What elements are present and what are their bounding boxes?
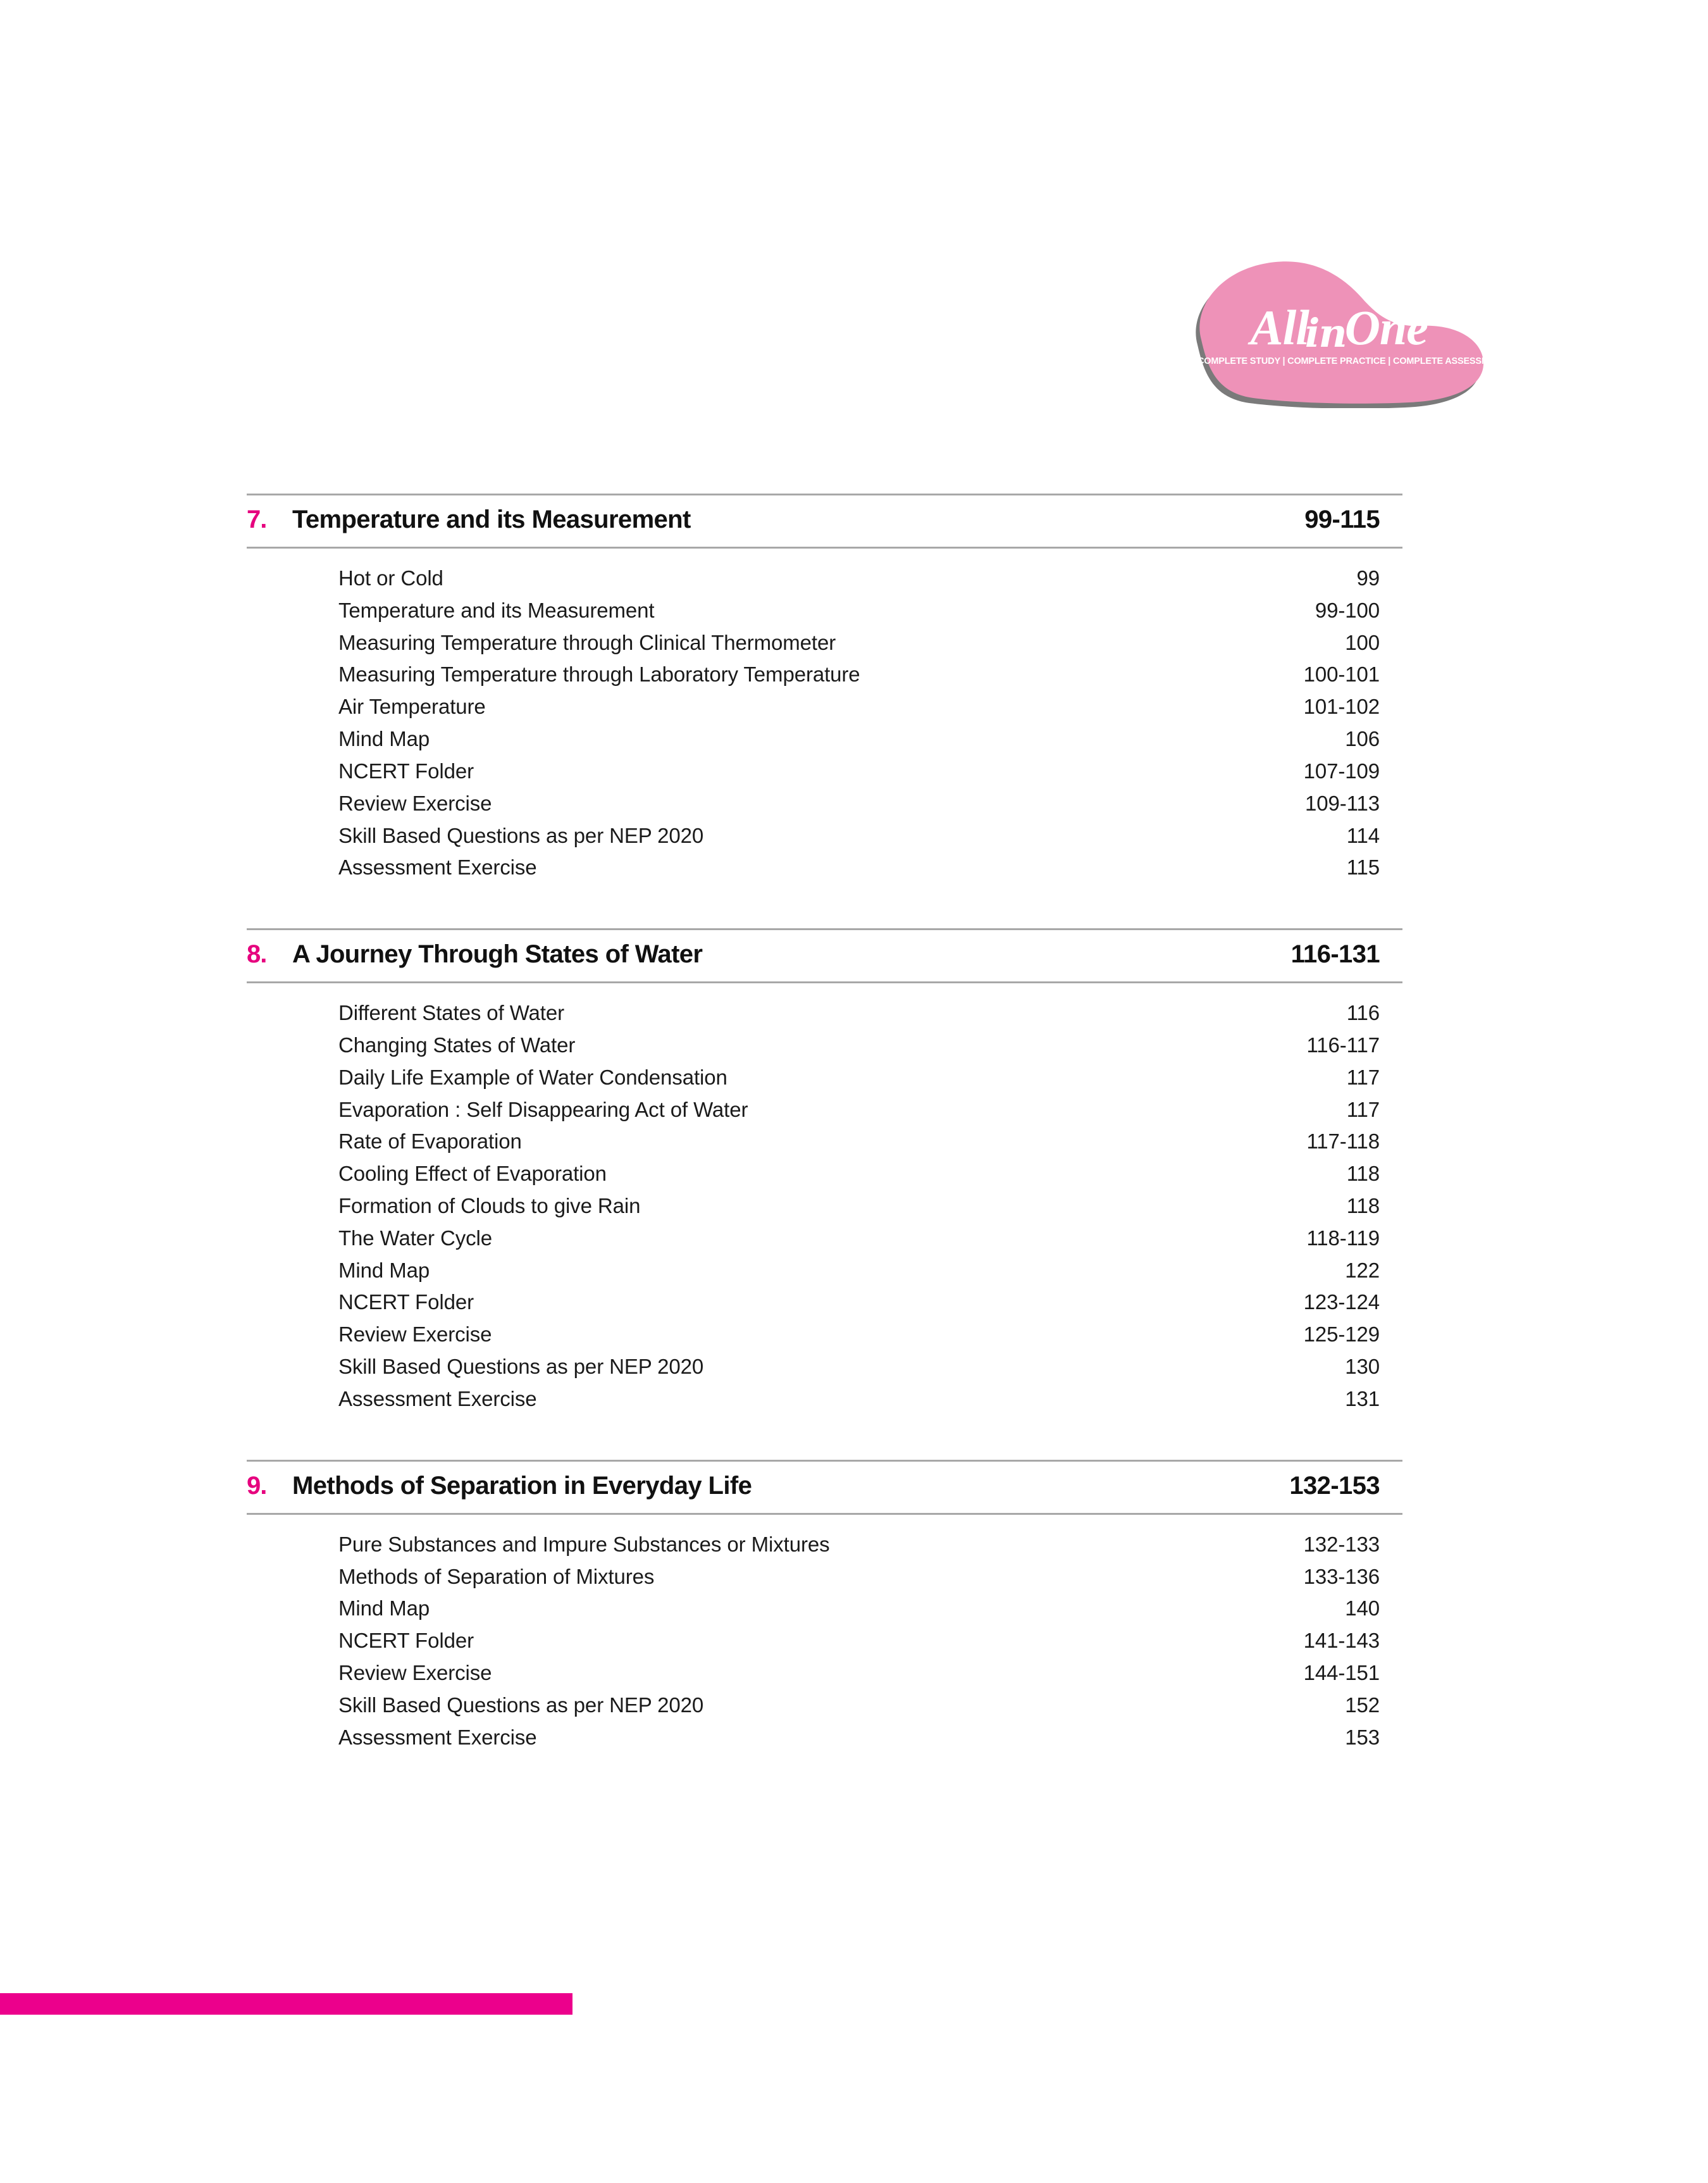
topic-label: Mind Map [338, 727, 430, 751]
topic-row[interactable] [247, 997, 1402, 1029]
logo-word-one: One [1344, 300, 1428, 355]
topic-page-number: 132-133 [1303, 1532, 1380, 1556]
topic-label: Measuring Temperature through Clinical Thermometer [338, 630, 836, 654]
topic-row[interactable] [247, 627, 1402, 659]
topic-row[interactable] [247, 1319, 1402, 1351]
topic-row[interactable] [247, 563, 1402, 595]
topic-label: Assessment Exercise [338, 855, 537, 880]
topic-label: Skill Based Questions as per NEP 2020 [338, 823, 704, 847]
topic-page-number: 133-136 [1303, 1564, 1380, 1588]
chapter-heading[interactable] [247, 1460, 1402, 1515]
topic-row[interactable] [247, 1561, 1402, 1593]
topic-page-number: 118 [1346, 1162, 1380, 1186]
topic-row[interactable] [247, 1190, 1402, 1222]
chapter-number: 9. [247, 1471, 267, 1500]
topic-row[interactable] [247, 1062, 1402, 1094]
logo-word-all: All [1250, 300, 1309, 355]
topic-label: Temperature and its Measurement [338, 598, 655, 622]
chapter-heading[interactable] [247, 928, 1402, 983]
chapter-section [247, 928, 1402, 1415]
topic-row[interactable] [247, 1158, 1402, 1190]
topic-row[interactable] [247, 723, 1402, 756]
chapter-page-range: 132-153 [1289, 1471, 1380, 1500]
topic-label: Review Exercise [338, 1322, 492, 1346]
topic-row[interactable] [247, 1255, 1402, 1287]
topic-page-number: 125-129 [1303, 1322, 1380, 1346]
topic-label: Changing States of Water [338, 1033, 576, 1057]
topic-label: Mind Map [338, 1596, 430, 1620]
chapter-page-range: 116-131 [1290, 940, 1380, 969]
topic-label: Methods of Separation of Mixtures [338, 1564, 655, 1588]
topic-page-number: 152 [1345, 1693, 1380, 1717]
topic-page-number: 99 [1356, 566, 1380, 590]
topic-label: Pure Substances and Impure Substances or Mixtures [338, 1532, 830, 1556]
topic-page-number: 115 [1346, 855, 1380, 880]
topic-label: NCERT Folder [338, 1290, 474, 1314]
topic-page-number: 123-124 [1303, 1290, 1380, 1314]
topic-label: NCERT Folder [338, 1629, 474, 1653]
topic-page-number: 117-118 [1306, 1129, 1380, 1154]
topic-label: NCERT Folder [338, 759, 474, 783]
topic-row[interactable] [247, 1625, 1402, 1657]
topic-label: Rate of Evaporation [338, 1129, 522, 1154]
topic-label: Review Exercise [338, 791, 492, 815]
topic-row[interactable] [247, 820, 1402, 852]
topic-page-number: 122 [1345, 1258, 1380, 1282]
topic-page-number: 116-117 [1306, 1033, 1380, 1057]
topic-page-number: 100-101 [1303, 662, 1380, 687]
topic-label: Different States of Water [338, 1001, 564, 1025]
topic-row[interactable] [247, 659, 1402, 691]
logo-word-in: in [1304, 310, 1346, 356]
topic-row[interactable] [247, 756, 1402, 788]
chapter-topic-list [247, 549, 1402, 884]
topic-page-number: 130 [1345, 1355, 1380, 1379]
chapter-section [247, 494, 1402, 884]
topic-row[interactable] [247, 1529, 1402, 1561]
topic-row[interactable] [247, 1657, 1402, 1689]
topic-page-number: 99-100 [1315, 598, 1380, 622]
topic-row[interactable] [247, 852, 1402, 884]
topic-label: Daily Life Example of Water Condensation [338, 1065, 727, 1089]
topic-page-number: 117 [1346, 1065, 1380, 1089]
chapter-topic-list [247, 983, 1402, 1415]
all-in-one-logo [1186, 250, 1507, 408]
topic-page-number: 116 [1346, 1001, 1380, 1025]
topic-page-number: 131 [1345, 1386, 1380, 1410]
topic-page-number: 101-102 [1303, 695, 1380, 719]
topic-row[interactable] [247, 1593, 1402, 1625]
topic-page-number: 117 [1346, 1097, 1380, 1121]
topic-page-number: 118-119 [1306, 1226, 1380, 1250]
registered-trademark-icon: ® [1428, 313, 1437, 325]
topic-row[interactable] [247, 1029, 1402, 1062]
topic-label: Assessment Exercise [338, 1725, 537, 1749]
topic-row[interactable] [247, 691, 1402, 723]
topic-page-number: 100 [1345, 630, 1380, 654]
topic-label: Mind Map [338, 1258, 430, 1282]
logo-tagline: COMPLETE STUDY | COMPLETE PRACTICE | COMPLETE ASSESSMENT [1197, 356, 1507, 366]
topic-row[interactable] [247, 788, 1402, 820]
topic-label: Measuring Temperature through Laboratory Temperature [338, 662, 860, 687]
topic-page-number: 144-151 [1303, 1660, 1380, 1684]
topic-label: Review Exercise [338, 1660, 492, 1684]
topic-label: The Water Cycle [338, 1226, 493, 1250]
topic-row[interactable] [247, 1222, 1402, 1255]
topic-label: Cooling Effect of Evaporation [338, 1162, 607, 1186]
topic-label: Skill Based Questions as per NEP 2020 [338, 1693, 704, 1717]
footer-accent-bar [0, 1993, 572, 2015]
logo-blob-shape [1186, 250, 1507, 408]
topic-row[interactable] [247, 1689, 1402, 1722]
topic-row[interactable] [247, 1351, 1402, 1383]
chapter-page-range: 99-115 [1304, 506, 1380, 533]
topic-page-number: 106 [1345, 727, 1380, 751]
topic-page-number: 141-143 [1303, 1629, 1380, 1653]
topic-page-number: 109-113 [1305, 791, 1380, 815]
chapter-section [247, 1460, 1402, 1754]
topic-label: Formation of Clouds to give Rain [338, 1194, 641, 1217]
chapter-title: Temperature and its Measurement [292, 506, 691, 533]
chapter-topic-list [247, 1515, 1402, 1754]
topic-page-number: 153 [1345, 1725, 1380, 1749]
table-of-contents [247, 494, 1402, 1753]
chapter-number: 8. [247, 940, 267, 969]
topic-row[interactable] [247, 1126, 1402, 1158]
chapter-number: 7. [247, 506, 267, 533]
topic-page-number: 118 [1346, 1194, 1380, 1217]
topic-page-number: 107-109 [1303, 759, 1380, 783]
topic-label: Air Temperature [338, 695, 486, 719]
topic-label: Hot or Cold [338, 566, 443, 590]
topic-row[interactable] [247, 1722, 1402, 1754]
topic-page-number: 114 [1346, 823, 1380, 847]
chapter-heading[interactable] [247, 494, 1402, 549]
topic-label: Evaporation : Self Disappearing Act of Water [338, 1097, 748, 1121]
topic-row[interactable] [247, 595, 1402, 627]
topic-label: Skill Based Questions as per NEP 2020 [338, 1355, 704, 1379]
topic-page-number: 140 [1345, 1596, 1380, 1620]
chapter-title: A Journey Through States of Water [292, 940, 703, 969]
topic-row[interactable] [247, 1286, 1402, 1319]
topic-row[interactable] [247, 1383, 1402, 1415]
topic-label: Assessment Exercise [338, 1386, 537, 1410]
topic-row[interactable] [247, 1094, 1402, 1126]
chapter-title: Methods of Separation in Everyday Life [292, 1471, 752, 1500]
